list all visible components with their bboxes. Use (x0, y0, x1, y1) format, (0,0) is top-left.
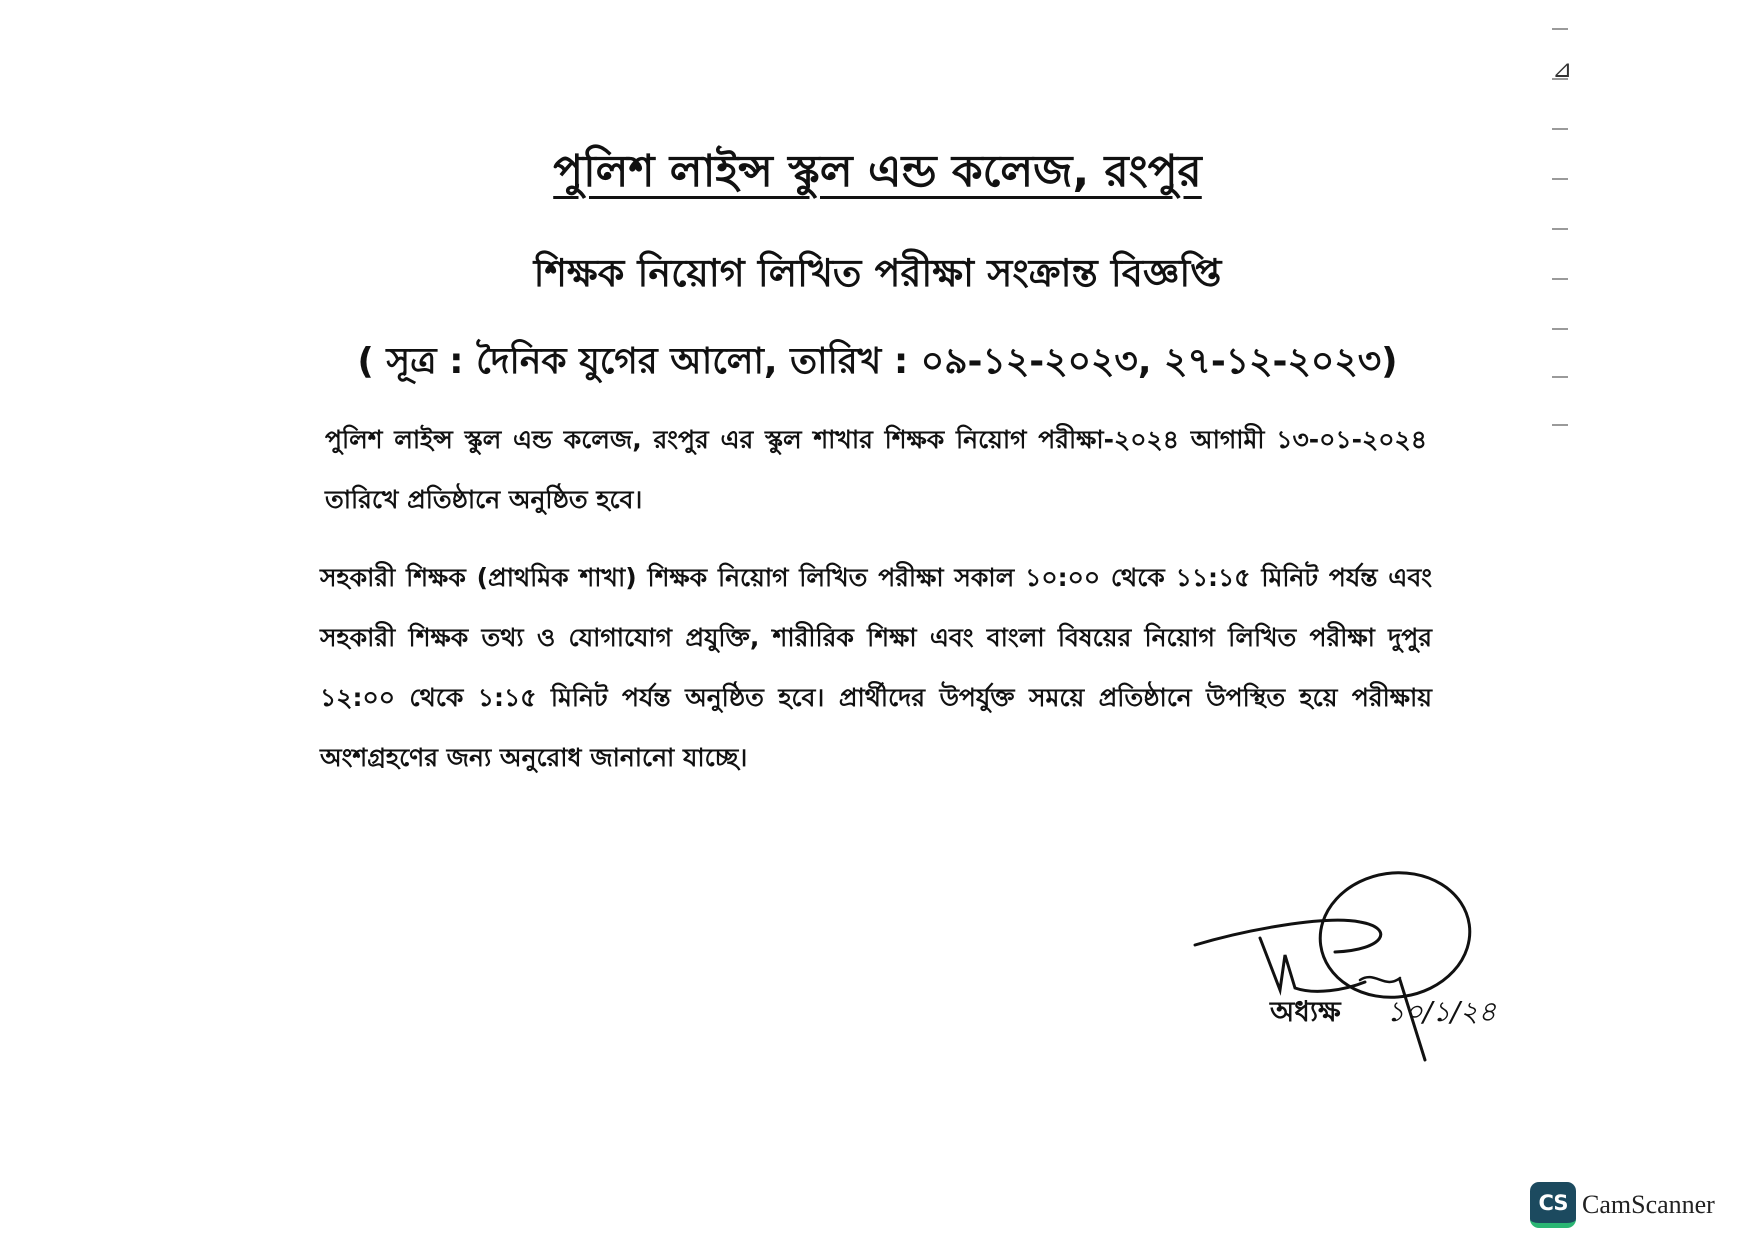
notice-title: শিক্ষক নিয়োগ লিখিত পরীক্ষা সংক্রান্ত বিজ্ঞপ্তি (533, 251, 1222, 295)
margin-tick (1552, 128, 1568, 130)
signatory-row (1270, 990, 1496, 1037)
notice-paragraph-exam-date: পুলিশ লাইন্স স্কুল এন্ড কলেজ, রংপুর এর স্কুল শাখার শিক্ষক নিয়োগ পরীক্ষা-২০২৪ আগামী ১৩-০১-২০২৪ তারিখে প্রতিষ্ঠানে অনুষ্ঠিত হবে। (325, 425, 1427, 514)
notice-paragraph-exam-schedule: সহকারী শিক্ষক (প্রাথমিক শাখা) শিক্ষক নিয়োগ লিখিত পরীক্ষা সকাল ১০:০০ থেকে ১১:১৫ মিনিট পর্যন্ত এবং সহকারী শিক্ষক তথ্য ও যোগাযোগ প্রযুক্তি, শারীরিক শিক্ষা এবং বাংলা বিষয়ের নিয়োগ লিখিত পরীক্ষা দুপুর ১২:০০ থেকে ১:১৫ মিনিট পর্যন্ত অনুষ্ঠিত হবে। প্রার্থীদের উপর্যুক্ত সময়ে প্রতিষ্ঠানে উপস্থিত হয়ে পরীক্ষায় অংশগ্রহণের জন্য অনুরোধ জানানো যাচ্ছে। (320, 563, 1432, 772)
margin-tick (1552, 424, 1568, 426)
margin-tick (1552, 328, 1568, 330)
margin-tick (1552, 28, 1568, 30)
margin-pencil-mark: ⊿ (1552, 55, 1573, 83)
signature-date: ১০/১/২৪ (1386, 995, 1497, 1028)
institution-title (0, 138, 1755, 211)
camscanner-badge: CS (1530, 1182, 1576, 1228)
camscanner-name: CamScanner (1582, 1190, 1715, 1219)
camscanner-watermark (1530, 1182, 1715, 1228)
signatory-title: অধ্যক্ষ (1270, 995, 1341, 1028)
source-line: ( সূত্র : দৈনিক যুগের আলো, তারিখ : ০৯-১২-২০২৩, ২৭-১২-২০২৩) (357, 341, 1398, 382)
margin-tick (1552, 228, 1568, 230)
principal-signature (1185, 860, 1535, 1080)
institution-title-text: পুলিশ লাইন্স স্কুল এন্ড কলেজ, রংপুর (553, 146, 1202, 197)
